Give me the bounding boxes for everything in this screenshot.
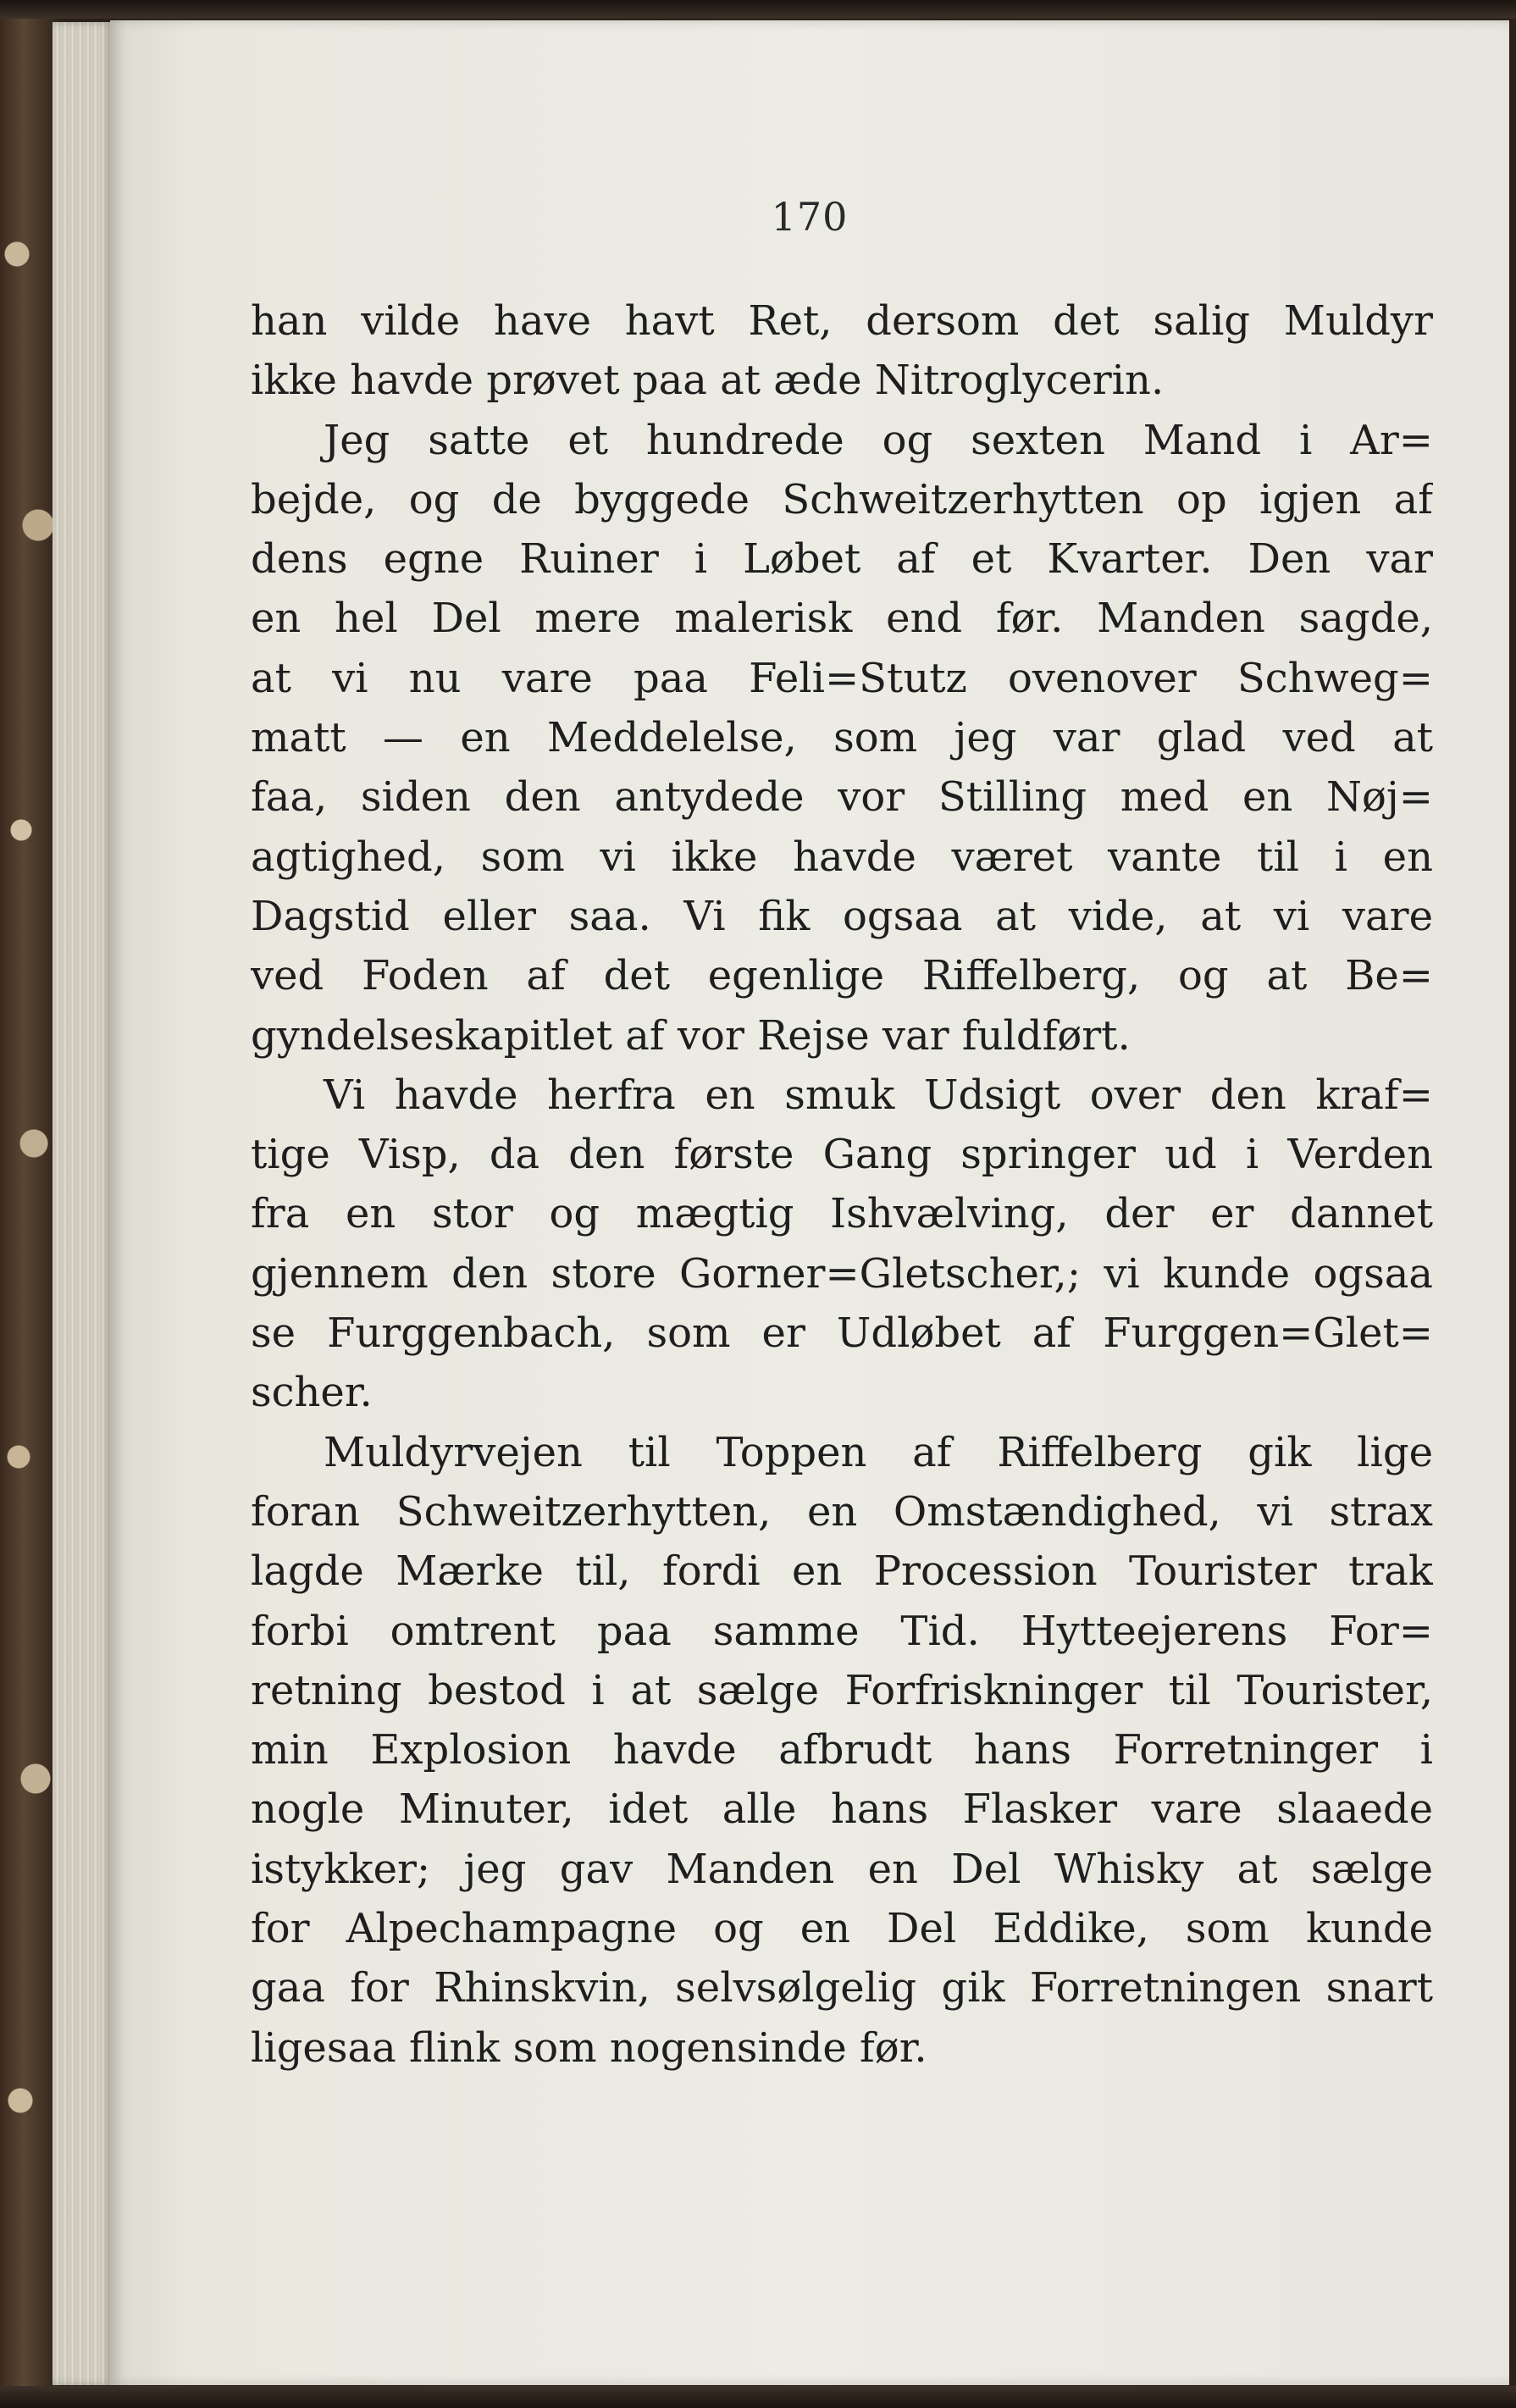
text-line: Dagstid eller saa. Vi fik ogsaa at vide, at vi vare (251, 892, 1433, 940)
text-line: lagde Mærke til, fordi en Procession Tourister trak (251, 1547, 1433, 1596)
text-line: matt — en Meddelelse, som jeg var glad ved at (251, 714, 1433, 762)
text-line: Muldyrvejen til Toppen af Riffelberg gik lige (324, 1428, 1433, 1476)
text-line: gjennem den store Gorner=Gletscher,; vi kunde ogsaa (251, 1249, 1433, 1298)
text-line: gaa for Rhinskvin, selvsølgelig gik Forretningen snart (251, 1964, 1433, 2012)
text-line: tige Visp, da den første Gang springer ud i Verden (251, 1131, 1433, 1179)
text-line: retning bestod i at sælge Forfriskninger til Tourister, (251, 1666, 1433, 1714)
text-line: se Furggenbach, som er Udløbet af Furggen=Glet= (251, 1309, 1433, 1358)
book-cover-edge (0, 0, 59, 2408)
text-line: en hel Del mere malerisk end før. Manden sagde, (251, 595, 1433, 643)
text-line: forbi omtrent paa samme Tid. Hytteejerens For= (251, 1607, 1433, 1655)
page-edges (53, 22, 113, 2385)
text-line: at vi nu vare paa Feli=Stutz ovenover Schweg= (251, 654, 1433, 702)
text-line: gyndelseskapitlet af vor Rejse var fuldført. (251, 1011, 1131, 1060)
text-line: dens egne Ruiner i Løbet af et Kvarter. Den var (251, 535, 1433, 584)
text-line: scher. (251, 1369, 373, 1417)
text-line: Jeg satte et hundrede og sexten Mand i Ar= (324, 416, 1433, 464)
text-line: agtighed, som vi ikke havde været vante til i en (251, 833, 1433, 881)
text-line: for Alpechampagne og en Del Eddike, som kunde (251, 1905, 1433, 1953)
text-line: ved Foden af det egenlige Riffelberg, og at Be= (251, 952, 1433, 1000)
scan-bottom-border (0, 2386, 1516, 2408)
text-line: nogle Minuter, idet alle hans Flasker vare slaaede (251, 1785, 1433, 1834)
scan-top-border (0, 0, 1516, 19)
text-line: foran Schweitzerhytten, en Omstændighed, vi strax (251, 1487, 1433, 1536)
page-number: 170 (771, 194, 849, 240)
text-line: Vi havde herfra en smuk Udsigt over den kraf= (324, 1071, 1433, 1119)
text-line: ikke havde prøvet paa at æde Nitroglycerin. (251, 357, 1165, 405)
text-line: istykker; jeg gav Manden en Del Whisky at sælge (251, 1845, 1433, 1893)
body-text (251, 291, 1433, 2078)
text-line: min Explosion havde afbrudt hans Forretninger i (251, 1726, 1433, 1774)
text-line: bejde, og de byggede Schweitzerhytten op igjen af (251, 475, 1433, 523)
text-line: faa, siden den antydede vor Stilling med en Nøj= (251, 773, 1433, 822)
text-line: ligesaa flink som nogensinde før. (251, 2023, 927, 2072)
text-line: fra en stor og mægtig Ishvælving, der er dannet (251, 1190, 1433, 1238)
text-line: han vilde have havt Ret, dersom det salig Muldyr (251, 297, 1433, 345)
